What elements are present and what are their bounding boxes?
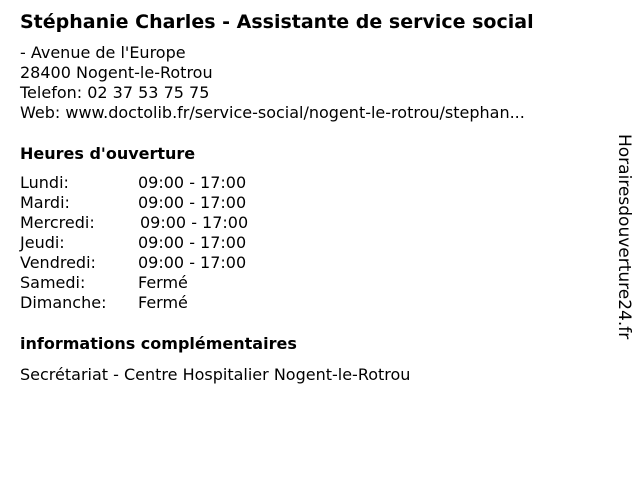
time-value: Fermé: [138, 293, 188, 312]
time-value: 09:00 - 17:00: [140, 213, 249, 232]
street-address: - Avenue de l'Europe: [20, 43, 186, 62]
city-address: 28400 Nogent-le-Rotrou: [20, 63, 213, 82]
time-value: 09:00 - 17:00: [138, 173, 247, 192]
site-watermark: Horairesdouverture24.fr: [614, 134, 634, 340]
time-value: 09:00 - 17:00: [138, 253, 247, 272]
opening-hours-heading: Heures d'ouverture: [20, 144, 196, 163]
time-value: 09:00 - 17:00: [138, 193, 247, 212]
page-title: Stéphanie Charles - Assistante de service social: [20, 11, 534, 33]
additional-info-heading: informations complémentaires: [20, 334, 297, 353]
time-value: Fermé: [138, 273, 188, 292]
day-label: Lundi:: [20, 173, 69, 192]
website-link: Web: www.doctolib.fr/service-social/nogent-le-rotrou/stephan...: [20, 103, 525, 122]
additional-info-text: Secrétariat - Centre Hospitalier Nogent-le-Rotrou: [20, 365, 411, 384]
day-label: Samedi:: [20, 273, 86, 292]
day-label: Mercredi:: [20, 213, 95, 232]
time-value: 09:00 - 17:00: [138, 233, 247, 252]
day-label: Dimanche:: [20, 293, 107, 312]
day-label: Jeudi:: [20, 233, 65, 252]
day-label: Vendredi:: [20, 253, 96, 272]
phone-number: Telefon: 02 37 53 75 75: [20, 83, 210, 102]
address-block: [20, 43, 525, 123]
day-label: Mardi:: [20, 193, 70, 212]
